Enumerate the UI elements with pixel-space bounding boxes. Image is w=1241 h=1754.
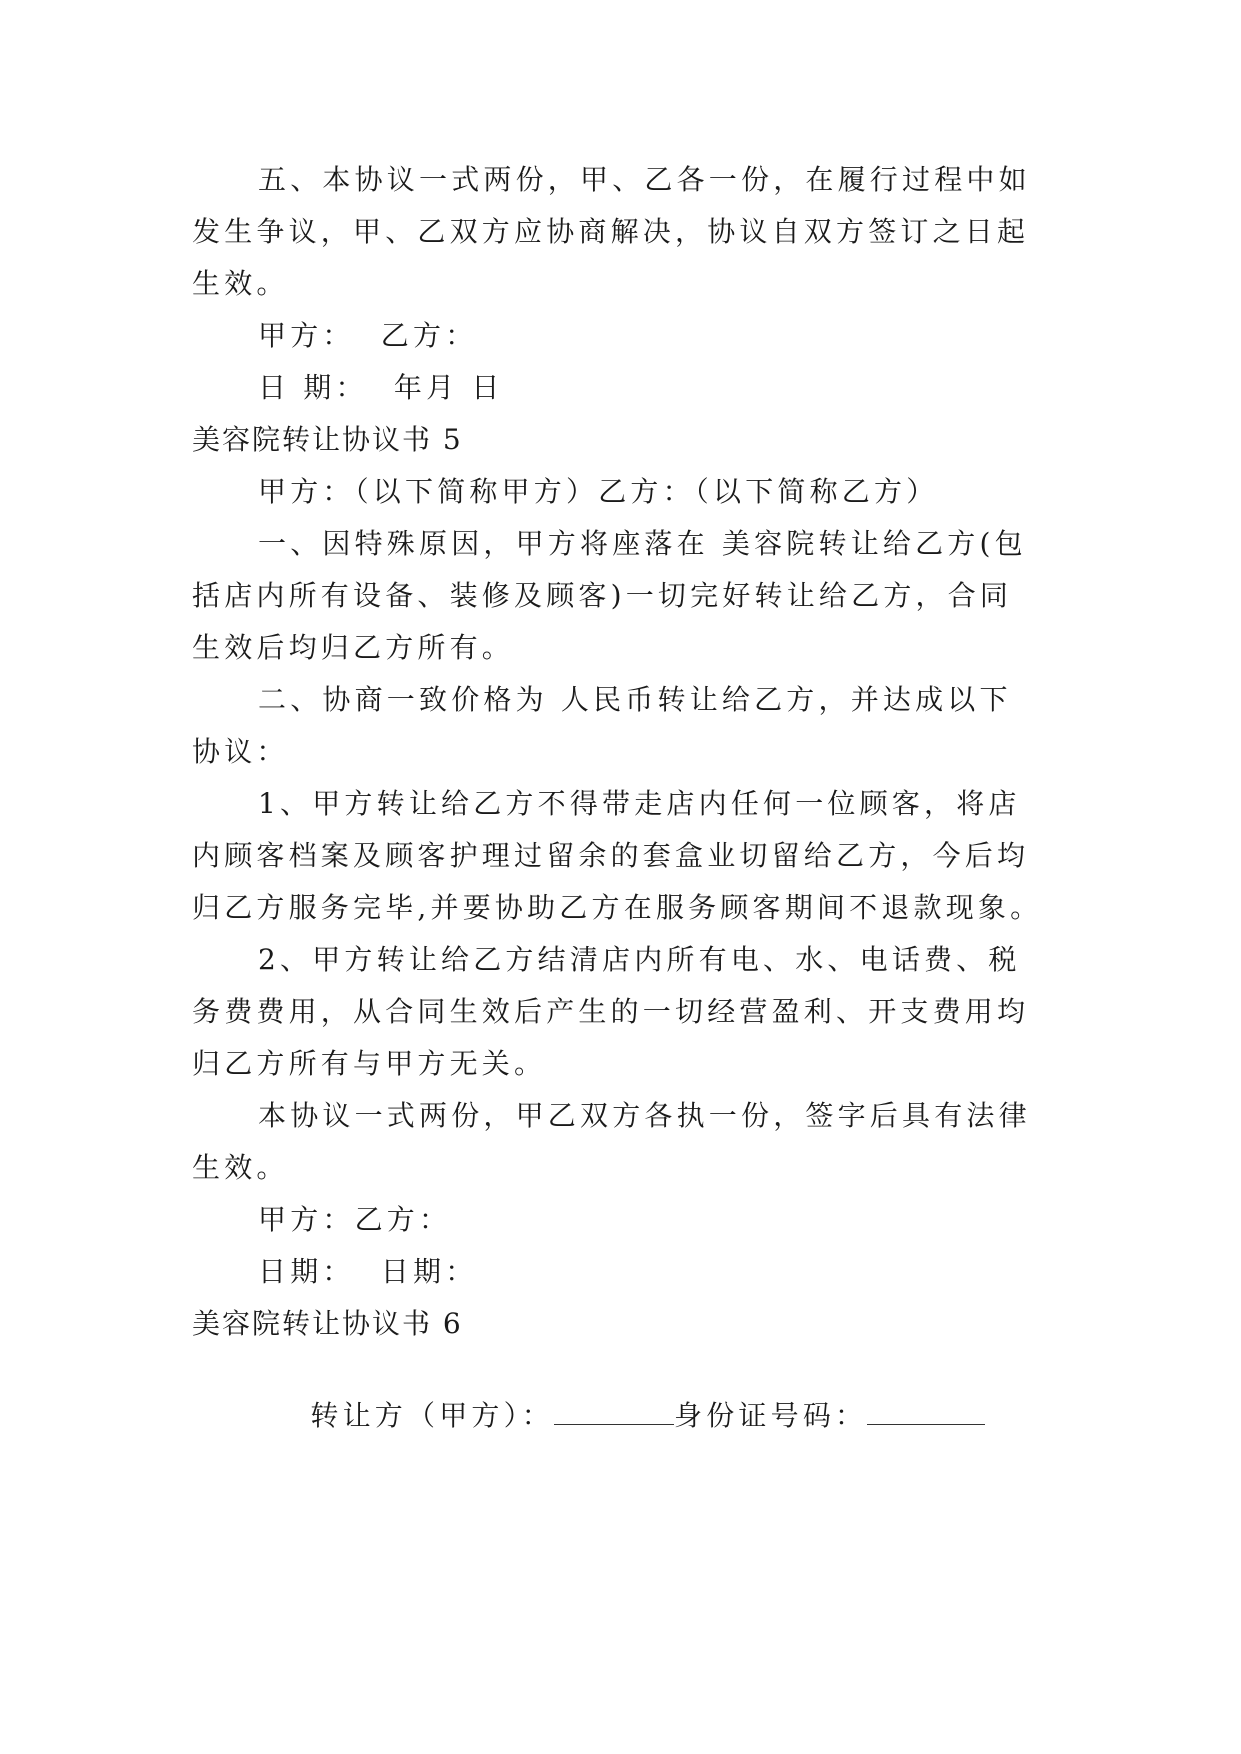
paragraph-line: 生效后均归乙方所有。: [192, 631, 515, 664]
paragraph-line: 一、因特殊原因，甲方将座落在 美容院转让给乙方(包: [258, 527, 1027, 560]
paragraph-line: 五、本协议一式两份，甲、乙各一份，在履行过程中如: [258, 163, 1031, 196]
paragraph-line: 生效。: [192, 1151, 289, 1184]
transferor-line: [258, 1356, 985, 1432]
paragraph-line: 本协议一式两份，甲乙双方各执一份，签字后具有法律: [258, 1099, 1031, 1132]
id-number-blank: [867, 1396, 985, 1425]
paragraph-line: 括店内所有设备、装修及顾客)一切完好转让给乙方，合同: [192, 579, 1013, 612]
id-number-label: 身份证号码：: [674, 1399, 868, 1432]
signature-line: 甲方：乙方：: [258, 1203, 452, 1236]
signature-line: 甲方： 乙方：: [258, 319, 478, 352]
paragraph-line: 二、协商一致价格为 人民币转让给乙方，并达成以下: [258, 683, 1012, 716]
paragraph-line: 归乙方服务完毕,并要协助乙方在服务顾客期间不退款现象。: [192, 891, 1043, 924]
paragraph-line: 归乙方所有与甲方无关。: [192, 1047, 547, 1080]
paragraph-line: 2、甲方转让给乙方结清店内所有电、水、电话费、税: [258, 943, 1021, 976]
section-title: 美容院转让协议书 6: [192, 1307, 463, 1340]
paragraph-line: 务费费用，从合同生效后产生的一切经营盈利、开支费用均: [192, 995, 1030, 1028]
paragraph-line: 发生争议，甲、乙双方应协商解决，协议自双方签订之日起: [192, 215, 1030, 248]
date-line: 日期： 日期：: [258, 1255, 478, 1288]
paragraph-line: 生效。: [192, 267, 289, 300]
name-blank: [554, 1396, 674, 1425]
parties-line: 甲方：（以下简称甲方）乙方：（以下简称乙方）: [258, 475, 939, 508]
paragraph-line: 1、甲方转让给乙方不得带走店内任何一位顾客，将店: [258, 787, 1021, 820]
paragraph-line: 协议：: [192, 735, 289, 768]
paragraph-line: 内顾客档案及顾客护理过留余的套盒业切留给乙方，今后均: [192, 839, 1030, 872]
section-title: 美容院转让协议书 5: [192, 423, 463, 456]
transferor-label: 转让方（甲方）：: [310, 1399, 555, 1432]
date-line: 日 期： 年月 日: [258, 371, 504, 404]
